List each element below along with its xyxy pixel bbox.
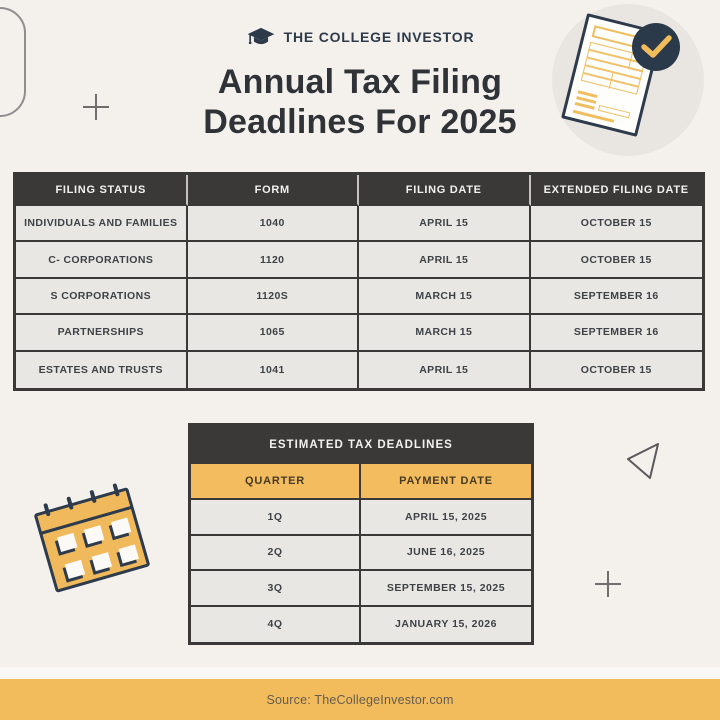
table-cell: APRIL 15 bbox=[359, 352, 531, 388]
table-cell: 1041 bbox=[188, 352, 360, 388]
column-header: FORM bbox=[188, 175, 360, 206]
column-header: PAYMENT DATE bbox=[361, 464, 531, 500]
footer bbox=[0, 679, 720, 720]
table-cell: C- CORPORATIONS bbox=[16, 242, 188, 278]
table-cell: JANUARY 15, 2026 bbox=[361, 607, 531, 643]
table-cell: SEPTEMBER 16 bbox=[531, 279, 703, 315]
table-cell: OCTOBER 15 bbox=[531, 206, 703, 242]
table-cell: 1040 bbox=[188, 206, 360, 242]
estimated-table-title: ESTIMATED TAX DEADLINES bbox=[191, 426, 531, 464]
table-cell: 1Q bbox=[191, 500, 361, 536]
table-cell: 1120S bbox=[188, 279, 360, 315]
table-cell: APRIL 15 bbox=[359, 206, 531, 242]
column-header: FILING STATUS bbox=[16, 175, 188, 206]
table-cell: APRIL 15, 2025 bbox=[361, 500, 531, 536]
table-cell: ESTATES AND TRUSTS bbox=[16, 352, 188, 388]
estimated-tax-table bbox=[188, 423, 534, 645]
table-cell: 4Q bbox=[191, 607, 361, 643]
table-cell: MARCH 15 bbox=[359, 315, 531, 351]
table-cell: 1065 bbox=[188, 315, 360, 351]
table-cell: 1120 bbox=[188, 242, 360, 278]
plus-icon bbox=[595, 571, 621, 597]
check-icon bbox=[632, 23, 680, 71]
table-cell: PARTNERSHIPS bbox=[16, 315, 188, 351]
table-cell: SEPTEMBER 15, 2025 bbox=[361, 571, 531, 607]
table-cell: OCTOBER 15 bbox=[531, 242, 703, 278]
table-cell: 2Q bbox=[191, 536, 361, 572]
table-cell: 3Q bbox=[191, 571, 361, 607]
table-cell: SEPTEMBER 16 bbox=[531, 315, 703, 351]
table-cell: INDIVIDUALS AND FAMILIES bbox=[16, 206, 188, 242]
column-header: QUARTER bbox=[191, 464, 361, 500]
calendar-icon bbox=[34, 487, 151, 593]
table-cell: OCTOBER 15 bbox=[531, 352, 703, 388]
table-cell: S CORPORATIONS bbox=[16, 279, 188, 315]
source-text: Source: TheCollegeInvestor.com bbox=[266, 692, 454, 707]
triangle-icon bbox=[620, 436, 666, 484]
title-line-2: Deadlines For 2025 bbox=[203, 103, 517, 141]
column-header: EXTENDED FILING DATE bbox=[531, 175, 703, 206]
table-cell: JUNE 16, 2025 bbox=[361, 536, 531, 572]
table-cell: MARCH 15 bbox=[359, 279, 531, 315]
title-line-1: Annual Tax Filing bbox=[217, 63, 503, 101]
column-header: FILING DATE bbox=[359, 175, 531, 206]
brand-name: THE COLLEGE INVESTOR bbox=[283, 29, 475, 45]
graduation-cap-icon bbox=[246, 26, 276, 48]
footer-divider bbox=[0, 667, 720, 679]
table-cell: APRIL 15 bbox=[359, 242, 531, 278]
filing-deadlines-table bbox=[13, 172, 705, 391]
